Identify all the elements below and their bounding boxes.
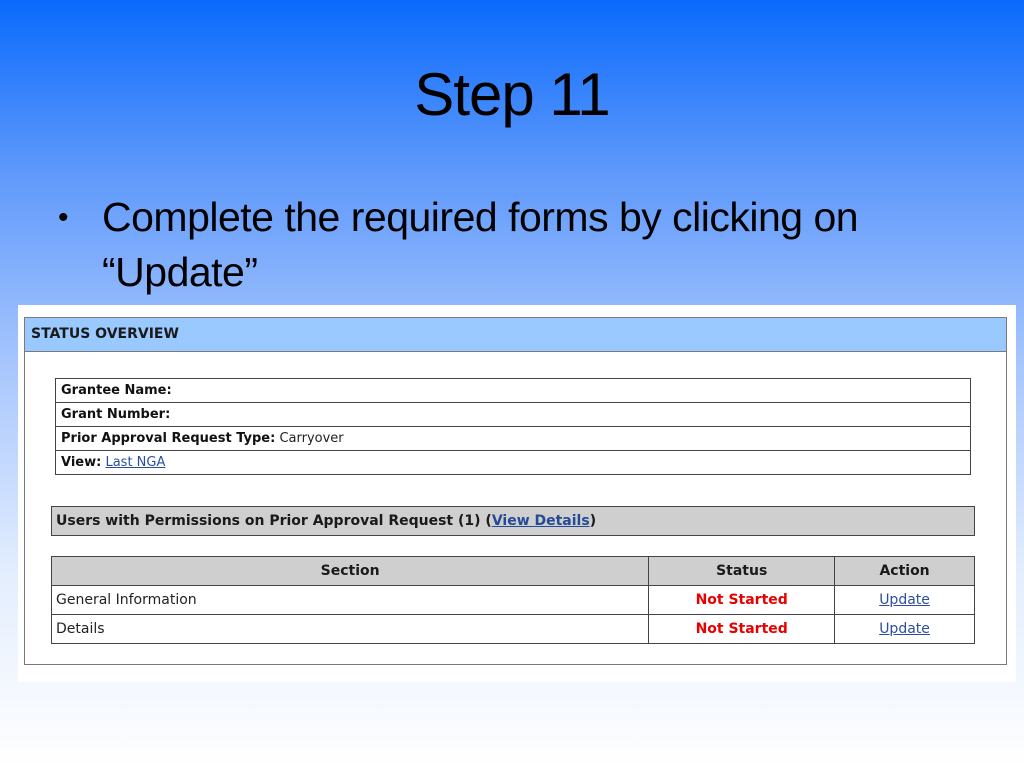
info-row-grantee-name [56,379,971,403]
update-general-information-link[interactable]: Update [879,592,930,608]
section-name: General Information [52,586,649,615]
embedded-screenshot [18,305,1016,682]
status-overview-header: STATUS OVERVIEW [25,318,1006,352]
table-row [52,615,975,644]
users-permissions-bar [51,506,975,536]
table-row [52,586,975,615]
request-type-value: Carryover [279,431,344,446]
sections-table-header [52,557,975,586]
status-column-header: Status [649,557,835,586]
section-name: Details [52,615,649,644]
action-column-header: Action [835,557,975,586]
status-overview-panel [24,317,1007,665]
bullet-text: Complete the required forms by clicking on “Update” [102,194,859,295]
info-row-grant-number [56,403,971,427]
grant-number-label: Grant Number: [61,407,171,422]
bullet-point [58,190,978,300]
info-row-request-type [56,427,971,451]
section-column-header: Section [52,557,649,586]
grant-info-table [55,378,971,475]
view-details-link[interactable]: View Details [491,513,590,529]
update-details-link[interactable]: Update [879,621,930,637]
status-badge: Not Started [649,586,835,615]
info-row-view [56,451,971,475]
users-permissions-text: Users with Permissions on Prior Approval Request (1) ( [56,513,492,529]
grantee-name-label: Grantee Name: [61,383,172,398]
last-nga-link[interactable]: Last NGA [105,455,166,470]
bullet-marker: • [58,201,69,234]
view-label: View: [61,455,102,470]
status-badge: Not Started [649,615,835,644]
users-permissions-suffix: ) [589,513,597,529]
slide-title: Step 11 [414,61,610,128]
request-type-label: Prior Approval Request Type: [61,431,276,446]
sections-table [51,556,975,644]
